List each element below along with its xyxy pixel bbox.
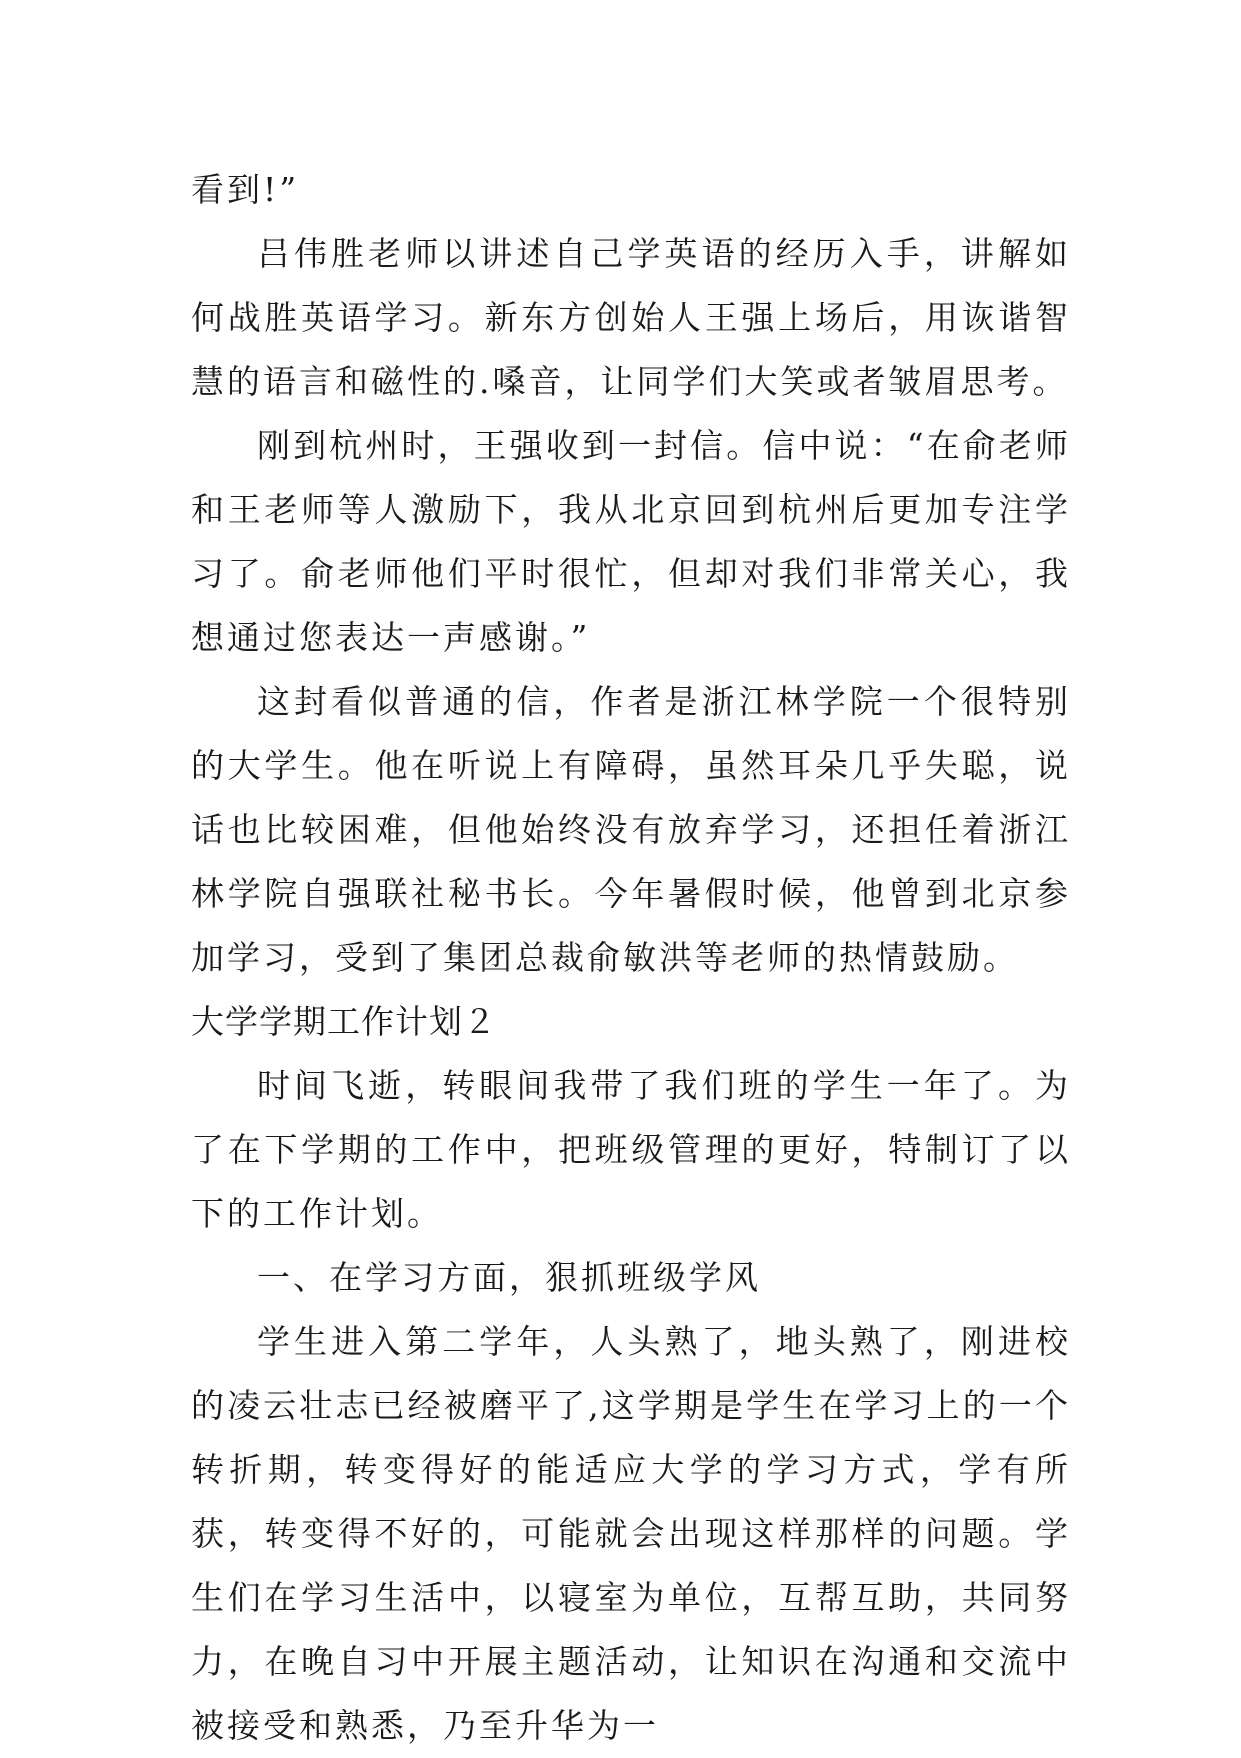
paragraph-intro: 时间飞逝，转眼间我带了我们班的学生一年了。为了在下学期的工作中，把班级管理的更好，特制订了以下的工作计划。 [191, 1066, 1071, 1233]
paragraph-student: 这封看似普通的信，作者是浙江林学院一个很特别的大学生。他在听说上有障碍，虽然耳朵几乎失聪，说话也比较困难，但他始终没有放弃学习，还担任着浙江林学院自强联社秘书长。今年暑假时候，他曾到北京参加学习，受到了集团总裁俞敏洪等老师的热情鼓励。 [191, 682, 1071, 977]
subheading-study: 一、在学习方面，狠抓班级学风 [257, 1258, 761, 1297]
paragraph-lecture: 吕伟胜老师以讲述自己学英语的经历入手，讲解如何战胜英语学习。新东方创始人王强上场后，用诙谐智慧的语言和磁性的.嗓音，让同学们大笑或者皱眉思考。 [191, 234, 1071, 401]
paragraph-continuation: 看到!” [191, 170, 300, 209]
paragraph-study: 学生进入第二学年，人头熟了，地头熟了，刚进校的凌云壮志已经被磨平了,这学期是学生在学习上的一个转折期，转变得好的能适应大学的学习方式，学有所获，转变得不好的，可能就会出现这样那样的问题。学生们在学习生活中，以寝室为单位，互帮互助，共同努力，在晚自习中开展主题活动，让知识在沟通和交流中被接受和熟悉，乃至升华为一 [191, 1322, 1071, 1745]
paragraph-letter: 刚到杭州时，王强收到一封信。信中说：“在俞老师和王老师等人激励下，我从北京回到杭州后更加专注学习了。俞老师他们平时很忙，但却对我们非常关心，我想通过您表达一声感谢。” [191, 426, 1071, 657]
document-body [191, 158, 1071, 1758]
section-heading: 大学学期工作计划２ [191, 1002, 497, 1041]
